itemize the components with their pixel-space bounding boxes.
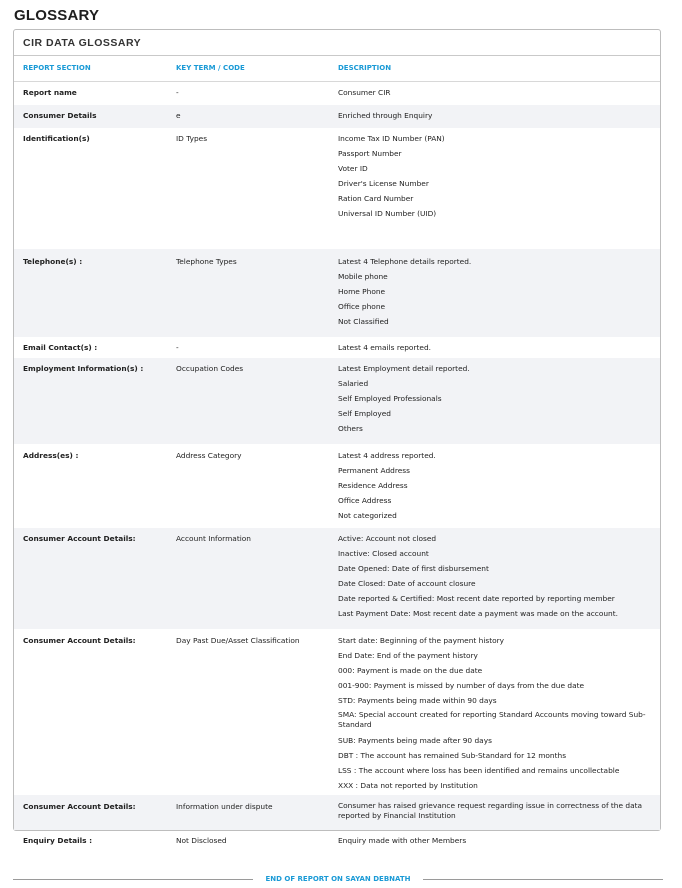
row-section: Consumer Account Details: [23,802,136,811]
row-term: Occupation Codes [176,364,244,373]
description-line: Consumer has raised grievance request regarding issue in correctness of the data reported by Financial Institution [338,801,643,820]
row-term: Day Past Due/Asset Classification [176,636,300,645]
description-line: Latest 4 address reported. [338,451,436,460]
row-section: Email Contact(s) : [23,343,98,352]
row-description [338,633,660,795]
description-line: DBT : The account has remained Sub-Standard for 12 months [338,751,567,760]
description-line: Driver's License Number [338,179,429,188]
row-description [338,85,660,105]
description-line: Not categorized [338,511,397,520]
description-line: Date Opened: Date of first disbursement [338,564,489,573]
row-term: Information under dispute [176,802,273,811]
description-line: Date Closed: Date of account closure [338,579,476,588]
description-line: Inactive: Closed account [338,549,429,558]
table-row [14,444,660,528]
glossary-rows [14,82,660,853]
description-line: Active: Account not closed [338,534,437,543]
table-row [14,629,660,795]
row-description [338,799,660,830]
description-line: Self Employed Professionals [338,394,442,403]
column-header-section: REPORT SECTION [23,64,91,72]
description-line: Latest 4 Telephone details reported. [338,257,472,266]
description-line: Mobile phone [338,272,388,281]
row-term: e [176,111,181,120]
description-line: Universal ID Number (UID) [338,209,437,218]
row-term: Address Category [176,451,242,460]
description-line: Others [338,424,363,433]
end-of-report-text: END OF REPORT ON SAYAN DEBNATH [265,875,411,883]
description-line: XXX : Data not reported by Institution [338,781,478,790]
row-section: Employment Information(s) : [23,364,144,373]
row-term: - [176,88,179,97]
table-row [14,249,660,337]
description-line: End Date: End of the payment history [338,651,478,660]
description-line: Salaried [338,379,369,388]
glossary-card [13,29,661,845]
row-description [338,833,660,853]
row-section: Consumer Details [23,111,97,120]
description-line: Passport Number [338,149,402,158]
description-line: Not Classified [338,317,389,326]
row-description [338,254,660,337]
table-row [14,830,660,853]
table-row [14,128,660,249]
description-line: LSS : The account where loss has been identified and remains uncollectable [338,766,620,775]
description-line: Income Tax ID Number (PAN) [338,134,445,143]
description-line: Start date: Beginning of the payment history [338,636,505,645]
description-line: Office phone [338,302,386,311]
table-row [14,528,660,629]
row-section: Report name [23,88,77,97]
description-line: Latest 4 emails reported. [338,343,431,352]
table-row [14,105,660,128]
description-line: Residence Address [338,481,408,490]
description-line: SMA: Special account created for reporting Standard Accounts moving toward Sub-Standard [338,710,646,729]
description-line: SUB: Payments being made after 90 days [338,736,492,745]
footer-rule-left [13,879,253,880]
row-section: Enquiry Details : [23,836,93,845]
table-row [14,358,660,444]
row-description [338,531,660,629]
description-line: 001-900: Payment is missed by number of days from the due date [338,681,585,690]
description-line: Consumer CIR [338,88,391,97]
row-description [338,361,660,444]
card-title: CIR DATA GLOSSARY [14,30,660,56]
description-line: Latest Employment detail reported. [338,364,470,373]
table-row [14,337,660,358]
column-header-description: DESCRIPTION [338,64,392,72]
row-section: Telephone(s) : [23,257,83,266]
row-section: Address(es) : [23,451,79,460]
row-section: Identification(s) [23,134,90,143]
row-description [338,131,660,249]
column-header-term: KEY TERM / CODE [176,64,245,72]
footer-rule-right [423,879,663,880]
row-term: ID Types [176,134,208,143]
description-line: Enriched through Enquiry [338,111,433,120]
row-description [338,340,660,358]
row-term: - [176,343,179,352]
page-title: GLOSSARY [14,7,100,24]
description-line: Enquiry made with other Members [338,836,467,845]
row-term: Not Disclosed [176,836,227,845]
row-term: Telephone Types [176,257,237,266]
description-line: Voter ID [338,164,368,173]
row-description [338,448,660,528]
description-line: Ration Card Number [338,194,414,203]
description-line: STD: Payments being made within 90 days [338,696,497,705]
description-line: 000: Payment is made on the due date [338,666,483,675]
description-line: Home Phone [338,287,386,296]
row-term: Account Information [176,534,251,543]
row-section: Consumer Account Details: [23,636,136,645]
row-description [338,108,660,128]
description-line: Office Address [338,496,392,505]
description-line: Self Employed [338,409,391,418]
description-line: Last Payment Date: Most recent date a payment was made on the account. [338,609,618,618]
table-row [14,795,660,830]
description-line: Date reported & Certified: Most recent date reported by reporting member [338,594,615,603]
column-headers [14,56,660,82]
row-section: Consumer Account Details: [23,534,136,543]
description-line: Permanent Address [338,466,410,475]
report-footer [13,875,663,883]
table-row [14,82,660,105]
